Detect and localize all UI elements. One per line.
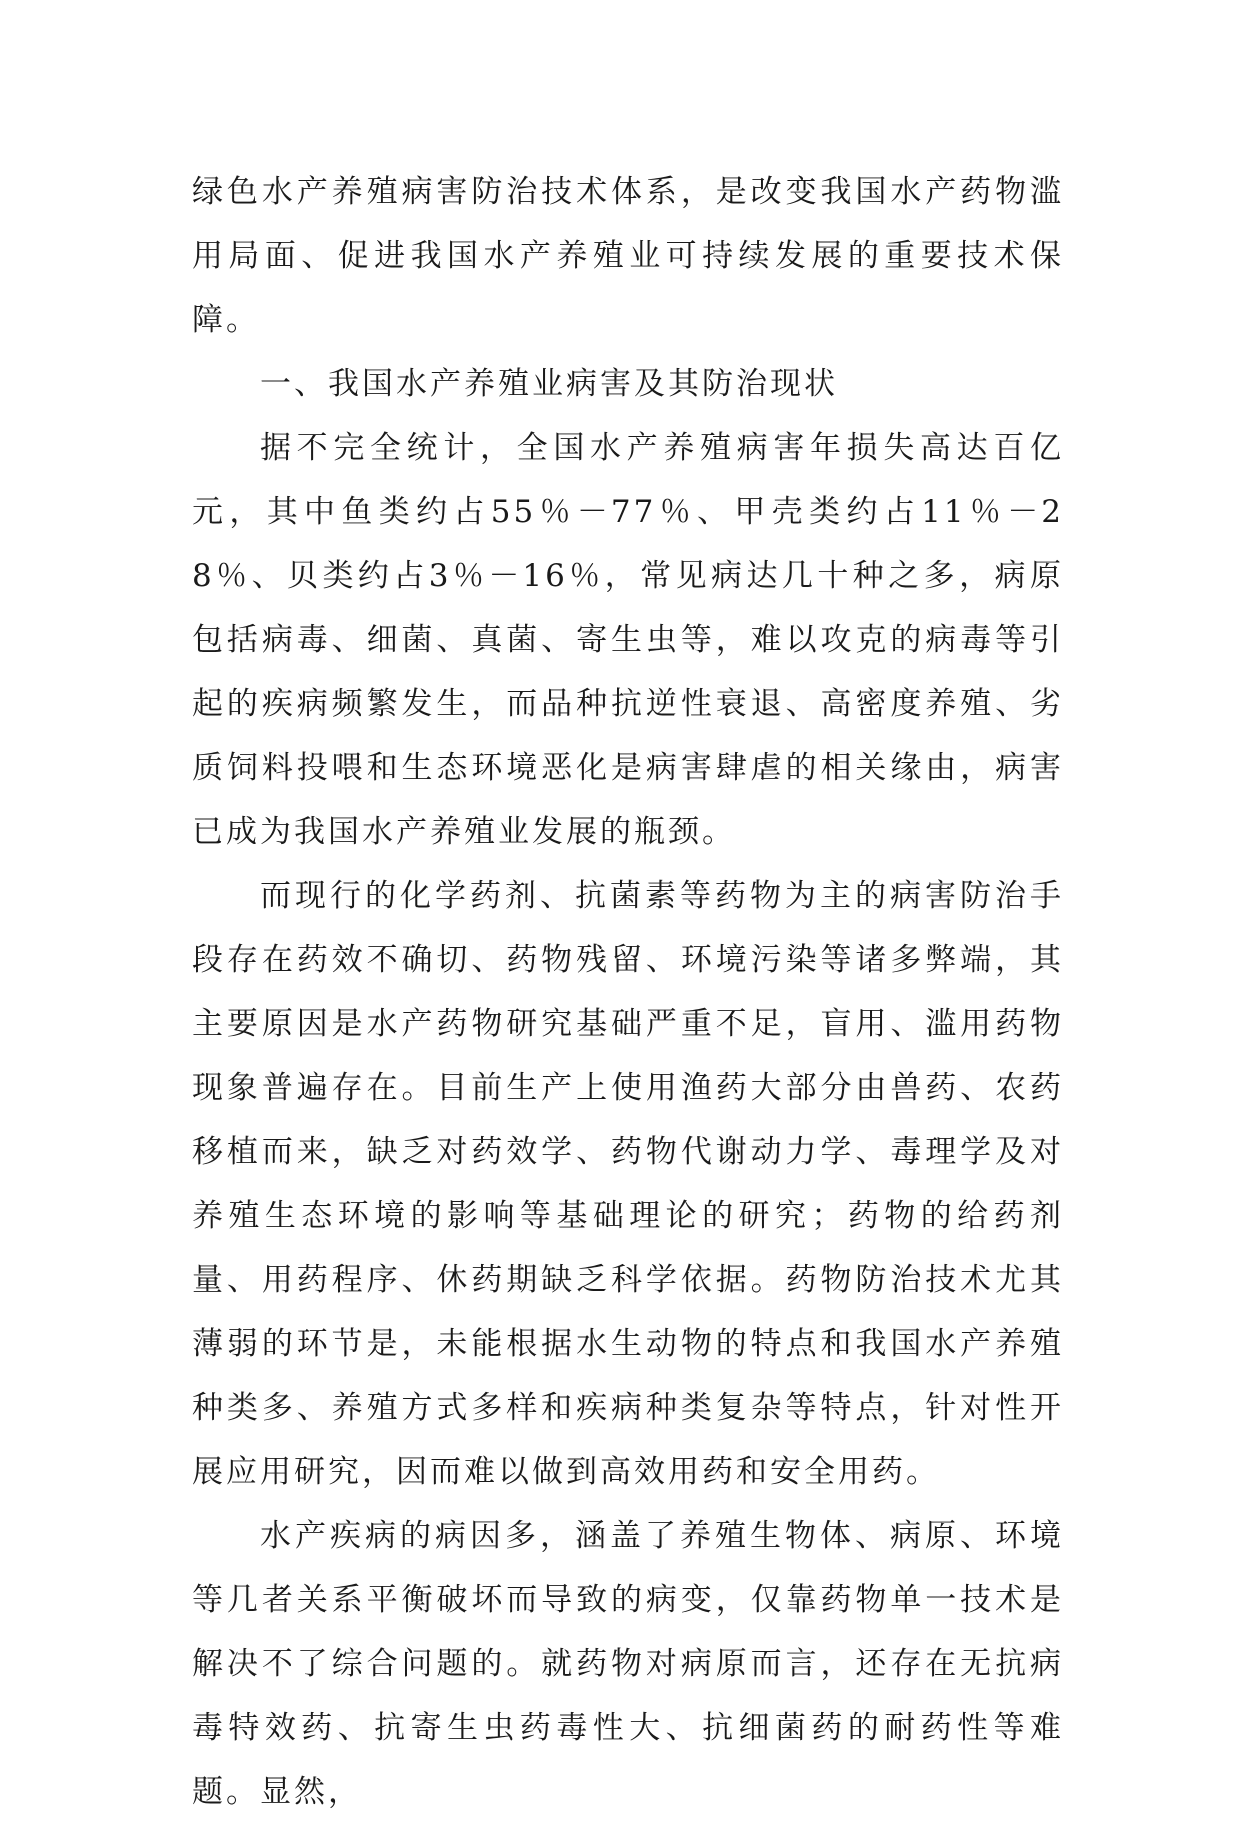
paragraph-statistics: 据不完全统计，全国水产养殖病害年损失高达百亿元，其中鱼类约占55％－77％、甲壳类约占11％－28％、贝类约占3％－16％，常见病达几十种之多，病原包括病毒、细菌、真菌、寄生虫等，难以攻克的病毒等引起的疾病频繁发生，而品种抗逆性衰退、高密度养殖、劣质饲料投喂和生态环境恶化是病害肆虐的相关缘由，病害已成为我国水产养殖业发展的瓶颈。 (192, 430, 1064, 850)
paragraph-drug-problems: 而现行的化学药剂、抗菌素等药物为主的病害防治手段存在药效不确切、药物残留、环境污染等诸多弊端，其主要原因是水产药物研究基础严重不足，盲用、滥用药物现象普遍存在。目前生产上使用渔药大部分由兽药、农药移植而来，缺乏对药效学、药物代谢动力学、毒理学及对养殖生态环境的影响等基础理论的研究；药物的给药剂量、用药程序、休药期缺乏科学依据。药物防治技术尤其薄弱的环节是，未能根据水生动物的特点和我国水产养殖种类多、养殖方式多样和疾病种类复杂等特点，针对性开展应用研究，因而难以做到高效用药和安全用药。 (192, 878, 1064, 1490)
paragraph-continuation: 绿色水产养殖病害防治技术体系，是改变我国水产药物滥用局面、促进我国水产养殖业可持续发展的重要技术保障。 (192, 174, 1064, 338)
document-body (192, 160, 1064, 1824)
paragraph-disease-causes: 水产疾病的病因多，涵盖了养殖生物体、病原、环境等几者关系平衡破坏而导致的病变，仅靠药物单一技术是解决不了综合问题的。就药物对病原而言，还存在无抗病毒特效药、抗寄生虫药毒性大、抗细菌药的耐药性等难题。显然， (192, 1518, 1064, 1810)
section-heading: 一、我国水产养殖业病害及其防治现状 (260, 366, 838, 402)
